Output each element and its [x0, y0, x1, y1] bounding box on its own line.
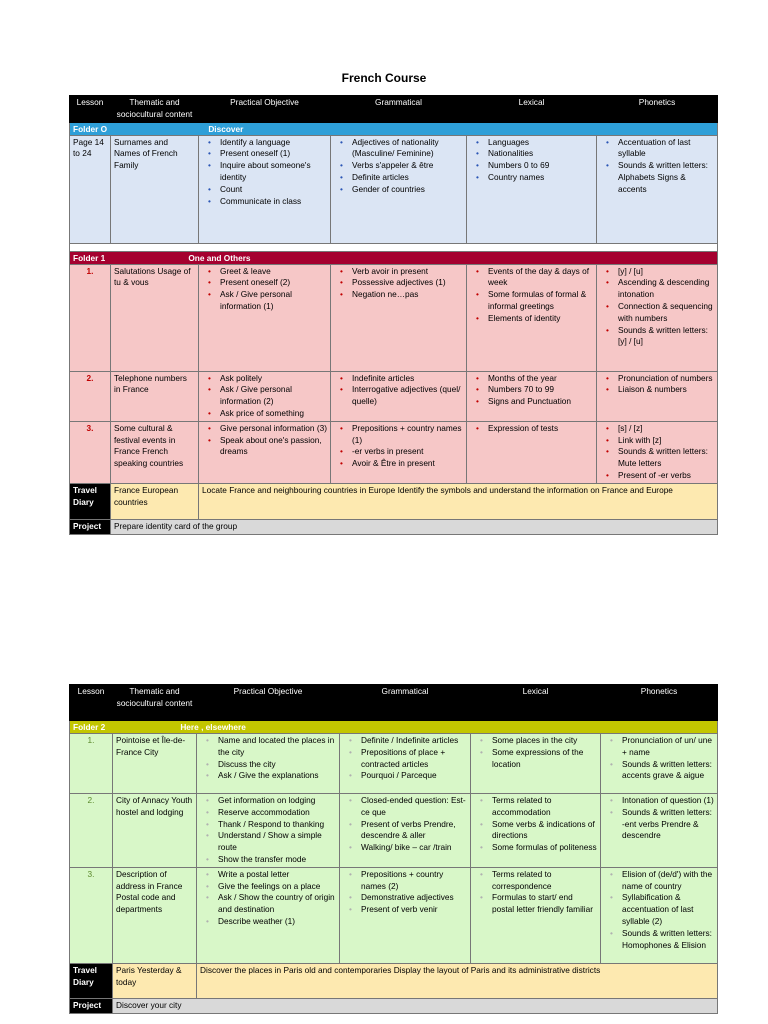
grammatical-list [343, 869, 467, 916]
list-item: • Avoir & Être in present [352, 458, 463, 470]
list-item: • Some formulas of politeness [492, 842, 597, 854]
list-item: • Link with [z] [618, 435, 714, 447]
list-item: • Country names [488, 172, 593, 184]
travel-diary-label: Travel Diary [70, 483, 111, 519]
list-item: • Describe weather (1) [218, 916, 336, 928]
phonetics-list [600, 423, 714, 482]
list-item: • Inquire about someone's identity [220, 160, 327, 184]
thematic-cell: Some cultural & festival events in France French speaking countries [111, 421, 199, 483]
list-item: • Prepositions + country names (1) [352, 423, 463, 447]
course-table-1 [69, 95, 718, 535]
list-item: • Sounds & written letters: -ent verbs Prendre & descendre [622, 807, 714, 842]
list-item: • Languages [488, 137, 593, 149]
folder-title: One and Others [188, 252, 251, 263]
table-row [70, 867, 718, 963]
list-item: • Sounds & written letters: accents grave & aigue [622, 759, 714, 783]
col-header: Grammatical [331, 96, 467, 123]
lesson-pages: Page 14 to 24 [70, 135, 111, 243]
list-item: • Nationalities [488, 148, 593, 160]
table-row [70, 794, 718, 868]
lesson-number: 1. [70, 734, 113, 794]
phonetics-list [604, 735, 714, 782]
list-item: • [s] / [z] [618, 423, 714, 435]
list-item: • Ask politely [220, 373, 327, 385]
list-item: • Present of verb venir [361, 904, 467, 916]
col-header: Lexical [471, 685, 601, 721]
travel-diary-place: France European countries [111, 483, 199, 519]
col-header: Thematic and sociocultural content [113, 685, 197, 721]
grammatical-list [343, 735, 467, 782]
project-text: Prepare identity card of the group [111, 519, 718, 534]
phonetics-list [600, 266, 714, 349]
list-item: • Syllabification & accentuation of last syllable (2) [622, 892, 714, 927]
col-header: Phonetics [601, 685, 718, 721]
col-header: Practical Objective [197, 685, 340, 721]
folder-1-bar [70, 251, 718, 264]
travel-diary-place: Paris Yesterday & today [113, 963, 197, 998]
table-row [70, 371, 718, 421]
list-item: • Speak about one's passion, dreams [220, 435, 327, 459]
list-item: • Terms related to correspondence [492, 869, 597, 893]
project-label: Project [70, 998, 113, 1013]
list-item: • Prepositions of place + contracted articles [361, 747, 467, 771]
list-item: • Get information on lodging [218, 795, 336, 807]
lexical-list [470, 373, 593, 408]
practical-list [202, 423, 327, 458]
list-item: • Ask / Give personal information (1) [220, 289, 327, 313]
travel-diary-label: Travel Diary [70, 963, 113, 998]
col-header: Thematic and sociocultural content [111, 96, 199, 123]
list-item: • Verb avoir in present [352, 266, 463, 278]
list-item: • Sounds & written letters: Alphabets Signs & accents [618, 160, 714, 195]
travel-diary-row [70, 963, 718, 998]
list-item: • Pronunciation of un/ une + name [622, 735, 714, 759]
list-item: • Prepositions + country names (2) [361, 869, 467, 893]
list-item: • Elements of identity [488, 313, 593, 325]
list-item: • Identify a language [220, 137, 327, 149]
list-item: • Reserve accommodation [218, 807, 336, 819]
grammatical-list [334, 137, 463, 196]
list-item: • Interrogative adjectives (quel/ quelle) [352, 384, 463, 408]
list-item: • Ascending & descending intonation [618, 277, 714, 301]
list-item: • Possessive adjectives (1) [352, 277, 463, 289]
grammatical-list [343, 795, 467, 854]
project-row [70, 519, 718, 534]
travel-diary-text: Discover the places in Paris old and contemporaries Display the layout of Paris and its administrative districts [197, 963, 718, 998]
grammatical-list [334, 373, 463, 408]
list-item: • Give personal information (3) [220, 423, 327, 435]
list-item: • Numbers 0 to 69 [488, 160, 593, 172]
list-item: • Pronunciation of numbers [618, 373, 714, 385]
practical-list [202, 373, 327, 420]
folder-label: Folder 2 [73, 722, 106, 732]
list-item: • -er verbs in present [352, 446, 463, 458]
col-header: Lesson [70, 685, 113, 721]
list-item: • Terms related to accommodation [492, 795, 597, 819]
project-row [70, 998, 718, 1013]
list-item: • Understand / Show a simple route [218, 830, 336, 854]
phonetics-list [600, 137, 714, 196]
list-item: • Walking/ bike – car /train [361, 842, 467, 854]
col-header: Practical Objective [199, 96, 331, 123]
list-item: • Present oneself (2) [220, 277, 327, 289]
project-label: Project [70, 519, 111, 534]
list-item: • Liaison & numbers [618, 384, 714, 396]
lesson-number: 2. [70, 371, 111, 421]
grammatical-list [334, 423, 463, 470]
list-item: • Communicate in class [220, 196, 327, 208]
lexical-list [474, 869, 597, 916]
practical-list [202, 137, 327, 208]
page-title: French Course [341, 71, 427, 85]
list-item: • Some formulas of formal & informal greetings [488, 289, 593, 313]
thematic-cell: Description of address in France Postal code and departments [113, 867, 197, 963]
travel-diary-text: Locate France and neighbouring countries in Europe Identify the symbols and understand the information on France and Europe [199, 483, 718, 519]
lexical-list [470, 266, 593, 325]
course-table-2 [69, 684, 718, 1014]
thematic-cell: City of Annacy Youth hostel and lodging [113, 794, 197, 868]
project-text: Discover your city [113, 998, 718, 1013]
list-item: • Pourquoi / Parceque [361, 770, 467, 782]
list-item: • Present of -er verbs [618, 470, 714, 482]
list-item: • Events of the day & days of week [488, 266, 593, 290]
practical-list [202, 266, 327, 313]
folder-label: Folder O [73, 123, 108, 134]
phonetics-list [604, 869, 714, 952]
list-item: • Verbs s'appeler & être [352, 160, 463, 172]
col-header: Lesson [70, 96, 111, 123]
list-item: • Connection & sequencing with numbers [618, 301, 714, 325]
list-item: • Expression of tests [488, 423, 593, 435]
table-row [70, 135, 718, 243]
practical-list [200, 869, 336, 928]
list-item: • Closed-ended question: Est-ce que [361, 795, 467, 819]
list-item: • Ask price of something [220, 408, 327, 420]
folder-title: Here , elsewhere [180, 722, 246, 732]
lesson-number: 1. [70, 264, 111, 371]
list-item: • Numbers 70 to 99 [488, 384, 593, 396]
thematic-cell: Telephone numbers in France [111, 371, 199, 421]
table-header-row [70, 685, 718, 721]
list-item: • Show the transfer mode [218, 854, 336, 866]
list-item: • Sounds & written letters: Mute letters [618, 446, 714, 470]
list-item: • Months of the year [488, 373, 593, 385]
lexical-list [470, 423, 593, 435]
list-item: • Definite / Indefinite articles [361, 735, 467, 747]
col-header: Phonetics [597, 96, 718, 123]
list-item: • Discuss the city [218, 759, 336, 771]
list-item: • Sounds & written letters: [y] / [u] [618, 325, 714, 349]
lesson-number: 3. [70, 421, 111, 483]
list-item: • Present of verbs Prendre, descendre & aller [361, 819, 467, 843]
lexical-list [474, 735, 597, 770]
list-item: • Ask / Give personal information (2) [220, 384, 327, 408]
table-row [70, 734, 718, 794]
list-item: • Present oneself (1) [220, 148, 327, 160]
grammatical-list [334, 266, 463, 301]
list-item: • Definite articles [352, 172, 463, 184]
list-item: • Some expressions of the location [492, 747, 597, 771]
lexical-list [474, 795, 597, 854]
list-item: • Gender of countries [352, 184, 463, 196]
thematic-cell: Pointoise et Île-de-France City [113, 734, 197, 794]
table-header-row [70, 96, 718, 123]
table-row [70, 264, 718, 371]
list-item: • Give the feelings on a place [218, 881, 336, 893]
list-item: • Sounds & written letters: Homophones & Elision [622, 928, 714, 952]
lexical-list [470, 137, 593, 184]
list-item: • Ask / Give the explanations [218, 770, 336, 782]
lesson-number: 3. [70, 867, 113, 963]
list-item: • Elision of (de/d') with the name of country [622, 869, 714, 893]
list-item: • Greet & leave [220, 266, 327, 278]
list-item: • Some verbs & indications of directions [492, 819, 597, 843]
list-item: • [y] / [u] [618, 266, 714, 278]
list-item: • Write a postal letter [218, 869, 336, 881]
list-item: • Negation ne…pas [352, 289, 463, 301]
list-item: • Some places in the city [492, 735, 597, 747]
col-header: Lexical [467, 96, 597, 123]
list-item: • Name and located the places in the city [218, 735, 336, 759]
thematic-cell: Surnames and Names of French Family [111, 135, 199, 243]
list-item: • Indefinite articles [352, 373, 463, 385]
phonetics-list [600, 373, 714, 397]
folder-2-bar [70, 721, 718, 734]
list-item: • Demonstrative adjectives [361, 892, 467, 904]
list-item: • Formulas to start/ end postal letter friendly familiar [492, 892, 597, 916]
travel-diary-row [70, 483, 718, 519]
thematic-cell: Salutations Usage of tu & vous [111, 264, 199, 371]
phonetics-list [604, 795, 714, 842]
folder-0-bar [70, 122, 718, 135]
practical-list [200, 735, 336, 782]
col-header: Grammatical [340, 685, 471, 721]
folder-title: Discover [208, 123, 244, 134]
list-item: • Intonation of question (1) [622, 795, 714, 807]
practical-list [200, 795, 336, 866]
list-item: • Ask / Show the country of origin and destination [218, 892, 336, 916]
table-row [70, 421, 718, 483]
list-item: • Count [220, 184, 327, 196]
list-item: • Adjectives of nationality (Masculine/ Feminine) [352, 137, 463, 161]
list-item: • Accentuation of last syllable [618, 137, 714, 161]
folder-label: Folder 1 [73, 252, 106, 263]
list-item: • Signs and Punctuation [488, 396, 593, 408]
lesson-number: 2. [70, 794, 113, 868]
list-item: • Thank / Respond to thanking [218, 819, 336, 831]
